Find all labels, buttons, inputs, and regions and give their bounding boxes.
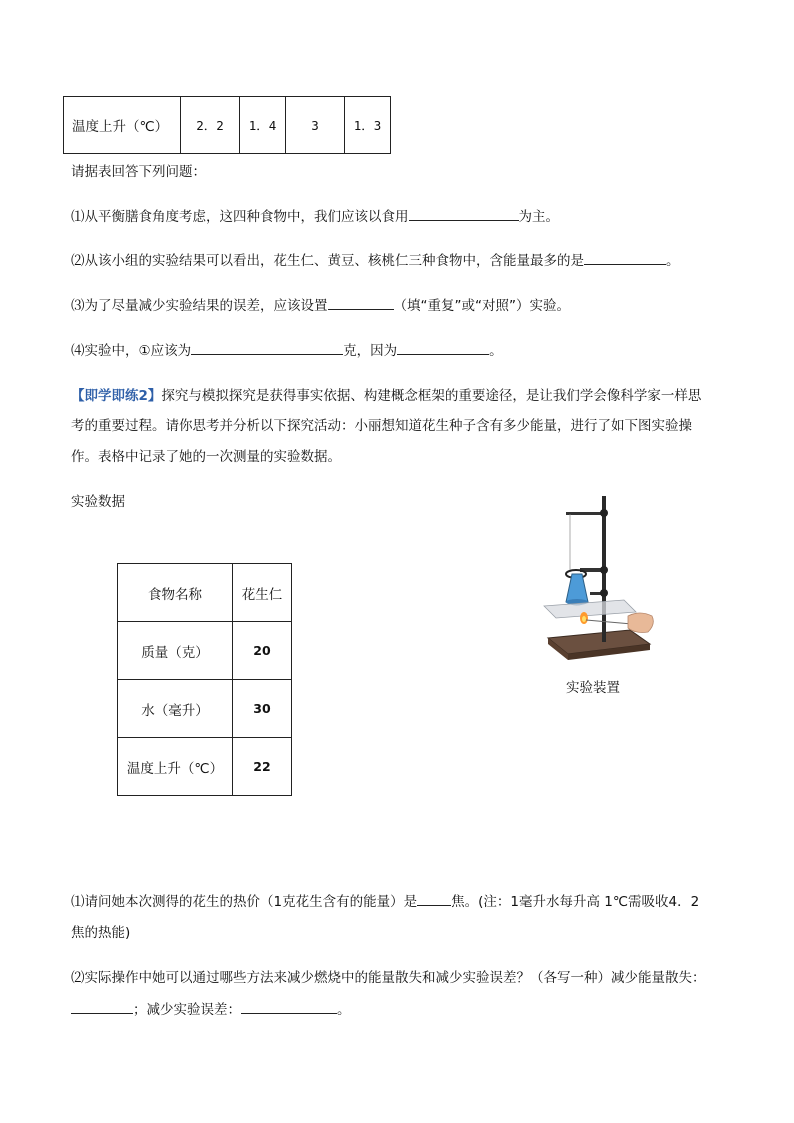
- question-number: ⑴: [71, 894, 85, 910]
- question-number: ⑶: [71, 298, 85, 314]
- table-cell: 1．3: [345, 97, 391, 154]
- question-3: [71, 294, 570, 314]
- question-number: ⑵: [71, 970, 85, 986]
- table-cell: 1．4: [240, 97, 286, 154]
- table-row-label: 食物名称: [118, 564, 233, 622]
- answer-blank[interactable]: [397, 342, 489, 355]
- exercise-2-line-3: 作。表格中记录了她的一次测量的实验数据。: [71, 449, 341, 465]
- answer-blank[interactable]: [71, 1001, 133, 1014]
- table-row: [118, 738, 292, 796]
- practice-question-1: [71, 890, 699, 910]
- table-cell: 花生仁: [233, 564, 292, 622]
- table-row-label: 温度上升（℃）: [118, 738, 233, 796]
- question-text: ；减少实验误差：: [133, 1002, 241, 1018]
- table-row-label: 温度上升（℃）: [64, 97, 181, 154]
- table-row: [118, 622, 292, 680]
- prompt-text: 请据表回答下列问题：: [71, 164, 206, 180]
- experiment-data-table: [117, 563, 292, 796]
- question-1: [71, 205, 559, 225]
- table-cell: 3: [286, 97, 345, 154]
- question-4: [71, 339, 503, 359]
- question-text: 实验中，①应该为: [84, 343, 192, 359]
- practice-question-2-cont: [71, 998, 351, 1018]
- table-cell: 22: [233, 738, 292, 796]
- question-text: 。: [666, 253, 680, 269]
- table-cell: 2．2: [181, 97, 240, 154]
- question-text: 为主。: [518, 209, 559, 225]
- question-text: 请问她本次测得的花生的热价（1克花生含有的能量）是: [84, 894, 418, 910]
- data-title: 实验数据: [71, 494, 125, 510]
- exercise-text: 探究与模拟探究是获得事实依据、构建概念框架的重要途径，是让我们学会像科学家一样思: [161, 388, 702, 404]
- question-number: ⑵: [71, 253, 85, 269]
- exercise-2-line-1: [71, 384, 701, 404]
- question-text: 从平衡膳食角度考虑，这四种食物中，我们应该以食用: [84, 209, 409, 225]
- practice-question-1-cont: 焦的热能): [71, 925, 131, 941]
- experiment-apparatus-illustration: [540, 492, 660, 662]
- question-2: [71, 249, 680, 269]
- answer-blank[interactable]: [328, 297, 394, 310]
- table-row: [118, 564, 292, 622]
- question-text: 焦。(注：1毫升水每升高 1℃需吸收4．2: [451, 894, 700, 910]
- answer-blank[interactable]: [584, 252, 666, 265]
- table-cell: 30: [233, 680, 292, 738]
- table-row: [118, 680, 292, 738]
- apparatus-caption: 实验装置: [566, 680, 620, 696]
- question-number: ⑷: [71, 343, 85, 359]
- temperature-table: [63, 96, 391, 154]
- question-number: ⑴: [71, 209, 85, 225]
- question-text: 为了尽量减少实验结果的误差，应该设置: [84, 298, 328, 314]
- question-text: 从该小组的实验结果可以看出，花生仁、黄豆、核桃仁三种食物中，含能量最多的是: [84, 253, 584, 269]
- answer-blank[interactable]: [417, 893, 451, 906]
- answer-blank[interactable]: [191, 342, 343, 355]
- table-row-label: 水（毫升）: [118, 680, 233, 738]
- question-text: 。: [337, 1002, 351, 1018]
- question-text: 实际操作中她可以通过哪些方法来减少燃烧中的能量散失和减少实验误差？（各写一种）减少能量散失：: [84, 970, 706, 986]
- answer-blank[interactable]: [241, 1001, 337, 1014]
- question-text: 。: [489, 343, 503, 359]
- question-text: （填“重复”或“对照”）实验。: [393, 298, 570, 314]
- answer-blank[interactable]: [409, 208, 519, 221]
- practice-question-2: [71, 966, 706, 986]
- question-text: 克，因为: [343, 343, 398, 359]
- table-row-label: 质量（克）: [118, 622, 233, 680]
- exercise-tag: 【即学即练2】: [71, 388, 162, 404]
- exercise-2-line-2: 考的重要过程。请你思考并分析以下探究活动：小丽想知道花生种子含有多少能量，进行了如下图实验操: [71, 418, 692, 434]
- table-cell: 20: [233, 622, 292, 680]
